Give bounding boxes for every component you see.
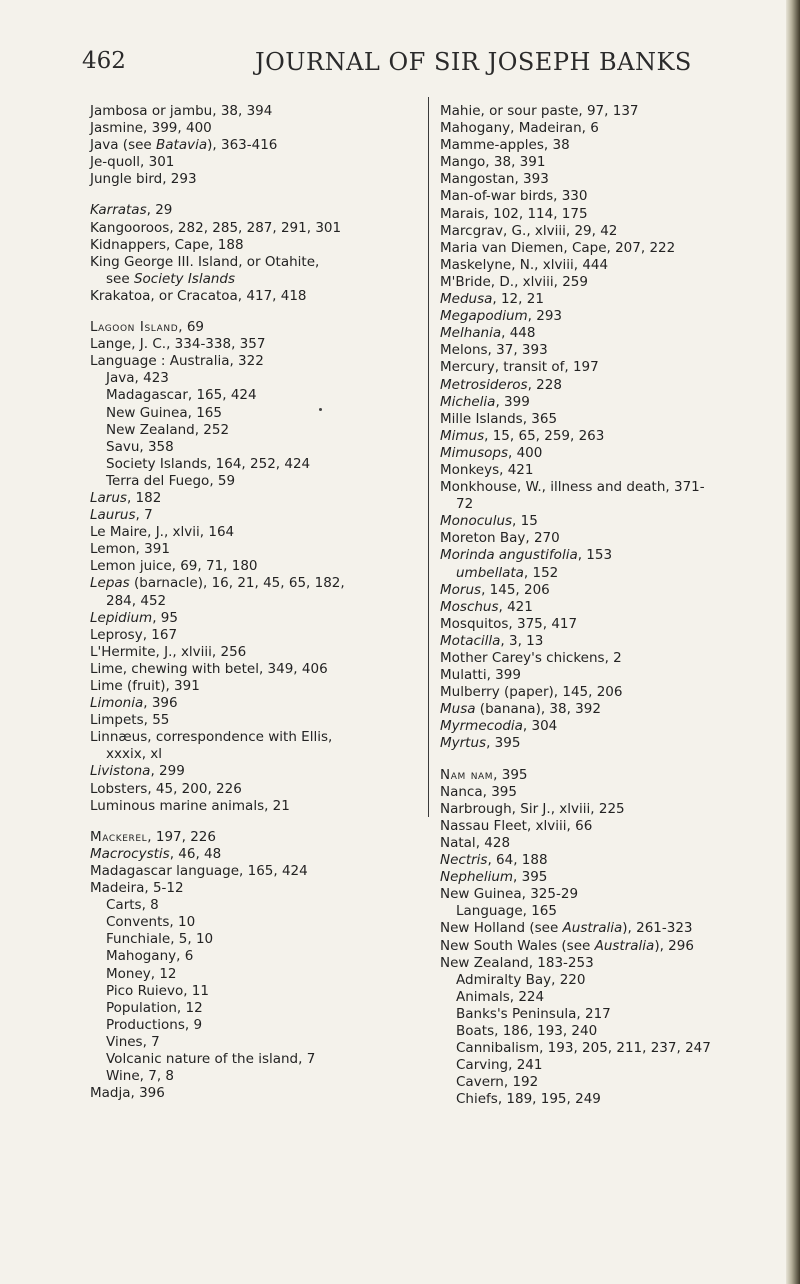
index-entry [440, 1074, 775, 1091]
index-entry [440, 257, 775, 274]
entry-italic: Monoculus [440, 513, 513, 530]
index-entry [90, 712, 420, 729]
entry-italic: Lepas [90, 575, 130, 592]
index-entry [440, 818, 775, 835]
entry-text: Mother Carey's chickens, 2 [440, 650, 622, 666]
entry-text: Mosquitos, 375, 417 [440, 615, 578, 632]
running-head [0, 46, 790, 86]
entry-smallcaps: Mackerel [90, 828, 148, 845]
index-entry [440, 869, 775, 886]
index-entry [90, 948, 420, 965]
index-entry [440, 920, 775, 937]
entry-italic: Medusa [440, 291, 493, 308]
entry-pre: Java (see [90, 137, 157, 154]
index-entry [440, 1040, 775, 1057]
index-entry [90, 171, 420, 188]
entry-post: (barnacle), 16, 21, 45, 65, 182, [129, 575, 345, 592]
index-entry [440, 903, 775, 920]
entry-italic: Nectris [440, 852, 488, 869]
index-entry [440, 565, 775, 582]
entry-text: New Guinea, 165 [106, 404, 222, 421]
index-entry [440, 547, 775, 564]
entry-italic: Macrocystis [90, 845, 170, 862]
index-entry [90, 1085, 420, 1102]
entry-post: (banana), 38, 392 [475, 701, 601, 718]
entry-text: Lemon juice, 69, 71, 180 [90, 558, 258, 575]
entry-text: Madja, 396 [90, 1085, 165, 1102]
entry-post: , 7 [135, 507, 153, 524]
entry-text: Convents, 10 [106, 914, 196, 931]
entry-text: Marcgrav, G., xlviii, 29, 42 [440, 222, 618, 239]
entry-post: , 299 [150, 763, 185, 780]
page-number: 462 [82, 48, 126, 74]
entry-post: , 69 [178, 319, 204, 336]
entry-post: , 153 [577, 547, 613, 564]
index-entry [440, 633, 775, 650]
entry-text: Volcanic nature of the island, 7 [106, 1050, 316, 1067]
entry-text: Je-quoll, 301 [90, 154, 175, 171]
index-entry [90, 202, 420, 219]
index-entry [440, 886, 775, 903]
entry-text: Savu, 358 [106, 438, 174, 455]
entry-text: Boats, 186, 193, 240 [456, 1022, 598, 1039]
entry-post: ), 261-323 [622, 920, 693, 937]
index-entry [90, 863, 420, 880]
entry-text: Lobsters, 45, 200, 226 [90, 780, 242, 797]
entry-text: Wine, 7, 8 [106, 1068, 175, 1085]
index-entry [90, 370, 420, 387]
entry-text: Lange, J. C., 334-338, 357 [90, 336, 266, 353]
index-entry [90, 966, 420, 983]
entry-italic: Motacilla [440, 632, 501, 649]
entry-text: xxxix, xl [106, 746, 163, 763]
index-entry [440, 206, 775, 223]
entry-text: Animals, 224 [456, 988, 545, 1005]
entry-text: Narbrough, Sir J., xlviii, 225 [440, 800, 625, 817]
entry-text: Carts, 8 [106, 897, 159, 914]
entry-smallcaps: Nam nam [440, 766, 494, 783]
index-entry [90, 763, 420, 780]
entry-text: Mahogany, Madeiran, 6 [440, 120, 599, 137]
entry-text: Lime (fruit), 391 [90, 678, 200, 694]
index-entry [440, 479, 775, 496]
index-entry [440, 784, 775, 801]
index-entry [90, 644, 420, 661]
entry-text: Mille Islands, 365 [440, 410, 558, 427]
entry-text: L'Hermite, J., xlviii, 256 [90, 643, 247, 660]
column-rule [428, 97, 429, 817]
entry-text: Luminous marine animals, 21 [90, 797, 290, 814]
index-entry [90, 271, 420, 288]
index-entry [440, 154, 775, 171]
entry-italic: Australia [562, 920, 623, 937]
entry-text: Jambosa or jambu, 38, 394 [90, 103, 273, 119]
index-entry [440, 359, 775, 376]
index-entry [90, 524, 420, 541]
entry-post: , 46, 48 [169, 845, 222, 862]
entry-post: ), 363-416 [207, 137, 278, 154]
entry-italic: Metrosideros [440, 376, 528, 393]
entry-italic: Larus [90, 489, 127, 506]
index-entry [90, 610, 420, 627]
index-entry [90, 1034, 420, 1051]
entry-post: , 15 [512, 513, 538, 530]
entry-text: Linnæus, correspondence with Ellis, [90, 729, 333, 746]
entry-italic: Michelia [440, 393, 496, 410]
index-entry [90, 456, 420, 473]
entry-text: Vines, 7 [106, 1033, 160, 1050]
index-entry [90, 1000, 420, 1017]
index-entry [90, 237, 420, 254]
index-entry [90, 558, 420, 575]
entry-text: Maria van Diemen, Cape, 207, 222 [440, 239, 676, 256]
entry-text: Monkeys, 421 [440, 461, 534, 478]
index-entry [440, 955, 775, 972]
entry-text: Mercury, transit of, 197 [440, 359, 599, 376]
index-entry [90, 137, 420, 154]
entry-text: Krakatoa, or Cracatoa, 417, 418 [90, 287, 307, 304]
entry-text: Language, 165 [456, 903, 557, 920]
entry-post: , 400 [508, 444, 543, 461]
entry-text: Chiefs, 189, 195, 249 [456, 1091, 601, 1108]
entry-text: Madagascar language, 165, 424 [90, 862, 308, 879]
index-entry [440, 496, 775, 513]
index-entry [440, 120, 775, 137]
index-column-left [90, 103, 420, 1102]
index-entry [440, 650, 775, 667]
entry-text: Madeira, 5-12 [90, 880, 184, 897]
entry-text: Money, 12 [106, 965, 177, 982]
entry-italic: Lepidium [90, 609, 153, 626]
entry-italic: Morus [440, 581, 482, 598]
entry-post: , 293 [527, 308, 563, 325]
index-entry [90, 439, 420, 456]
entry-italic: Myrmecodia [440, 718, 523, 735]
entry-text: Cavern, 192 [456, 1074, 539, 1091]
entry-italic: Morinda angustifolia [440, 547, 578, 564]
index-entry [90, 541, 420, 558]
index-entry [90, 781, 420, 798]
index-entry [440, 137, 775, 154]
entry-text: Jasmine, 399, 400 [90, 120, 212, 137]
index-entry [90, 473, 420, 490]
entry-text: New Zealand, 252 [106, 421, 230, 438]
entry-post: , 228 [527, 376, 562, 393]
entry-text: Limpets, 55 [90, 712, 170, 729]
entry-text: Society Islands, 164, 252, 424 [106, 455, 311, 472]
page-edge-shadow [786, 0, 800, 1284]
entry-text: Terra del Fuego, 59 [106, 472, 236, 489]
entry-post: , 145, 206 [481, 581, 550, 598]
entry-text: Moreton Bay, 270 [440, 530, 560, 547]
entry-italic: Limonia [90, 695, 144, 712]
index-column-right [440, 103, 775, 1108]
entry-italic: Melhania [440, 325, 502, 342]
index-entry [440, 428, 775, 445]
entry-post: , 421 [498, 598, 533, 615]
entry-post: , 395 [493, 766, 528, 783]
entry-post: , 12, 21 [492, 291, 544, 308]
entry-text: Le Maire, J., xlvii, 164 [90, 524, 235, 541]
index-entry [440, 835, 775, 852]
entry-italic: Society Islands [133, 270, 236, 287]
index-entry [90, 593, 420, 610]
index-entry [440, 308, 775, 325]
entry-text: Mulberry (paper), 145, 206 [440, 684, 623, 701]
index-entry [90, 695, 420, 712]
index-entry [90, 254, 420, 271]
entry-smallcaps: Lagoon Island [90, 319, 179, 336]
entry-post: , 95 [152, 609, 178, 626]
index-entry [440, 718, 775, 735]
index-entry [90, 880, 420, 897]
entry-italic: Myrtus [440, 735, 487, 752]
entry-text: Funchiale, 5, 10 [106, 931, 214, 948]
index-entry [90, 1068, 420, 1085]
entry-text: Madagascar, 165, 424 [106, 387, 257, 404]
index-entry [90, 983, 420, 1000]
entry-post: , 396 [143, 695, 178, 712]
entry-post: , 395 [513, 869, 548, 886]
index-entry [440, 274, 775, 291]
index-entry [440, 411, 775, 428]
entry-text: Mangostan, 393 [440, 171, 549, 188]
entry-text: New Guinea, 325-29 [440, 886, 579, 903]
index-entry [90, 336, 420, 353]
index-entry [90, 507, 420, 524]
entry-post: , 448 [501, 325, 536, 342]
index-entry [90, 746, 420, 763]
index-entry [90, 1051, 420, 1068]
entry-text: Lime, chewing with betel, 349, 406 [90, 660, 328, 677]
entry-text: Kidnappers, Cape, 188 [90, 236, 244, 253]
index-entry [90, 422, 420, 439]
entry-text: Population, 12 [106, 999, 203, 1016]
index-entry [440, 1091, 775, 1108]
entry-text: Man-of-war birds, 330 [440, 188, 588, 205]
index-entry [90, 678, 420, 695]
entry-text: M'Bride, D., xlviii, 259 [440, 273, 588, 290]
entry-text: Nassau Fleet, xlviii, 66 [440, 817, 593, 834]
index-entry [440, 377, 775, 394]
entry-italic: Karratas [90, 202, 147, 219]
entry-text: Natal, 428 [440, 834, 511, 851]
index-entry [90, 798, 420, 815]
index-entry [90, 288, 420, 305]
entry-post: , 395 [486, 735, 521, 752]
entry-italic: Moschus [440, 598, 499, 615]
index-entry [440, 1057, 775, 1074]
entry-italic: Nephelium [440, 869, 514, 886]
index-entry [440, 462, 775, 479]
entry-text: Mahogany, 6 [106, 948, 194, 965]
index-entry [440, 445, 775, 462]
index-entry [440, 767, 775, 784]
index-entry [440, 989, 775, 1006]
entry-pre: New South Wales (see [440, 937, 595, 954]
entry-post: , 29 [146, 202, 173, 219]
entry-text: Java, 423 [106, 370, 169, 387]
index-entry [90, 154, 420, 171]
entry-text: 72 [456, 496, 474, 513]
index-entry [90, 220, 420, 237]
entry-post: , 182 [126, 489, 162, 506]
entry-italic: Megapodium [440, 308, 528, 325]
index-entry [440, 735, 775, 752]
entry-post: , 304 [522, 718, 558, 735]
entry-text: Cannibalism, 193, 205, 211, 237, 247 [456, 1040, 711, 1057]
index-entry [440, 188, 775, 205]
entry-post: , 152 [523, 564, 559, 581]
entry-text: Monkhouse, W., illness and death, 371- [440, 479, 705, 496]
entry-text: Kangooroos, 282, 285, 287, 291, 301 [90, 219, 342, 236]
entry-text: King George III. Island, or Otahite, [90, 253, 320, 270]
index-entry [440, 599, 775, 616]
entry-italic: Livistona [90, 763, 151, 780]
index-entry [90, 353, 420, 370]
index-entry [440, 938, 775, 955]
index-entry [90, 627, 420, 644]
index-entry [90, 897, 420, 914]
index-entry [90, 387, 420, 404]
index-entry [440, 801, 775, 818]
index-entry [440, 1023, 775, 1040]
entry-post: , 15, 65, 259, 263 [484, 427, 605, 444]
entry-text: Admiralty Bay, 220 [456, 971, 586, 988]
entry-italic: umbellata [456, 564, 524, 581]
entry-italic: Australia [594, 937, 655, 954]
entry-post: , 3, 13 [500, 632, 544, 649]
entry-text: Jungle bird, 293 [90, 171, 197, 188]
index-entry [440, 1006, 775, 1023]
print-speck [319, 408, 322, 411]
entry-italic: Musa [440, 701, 476, 718]
index-entry [90, 1017, 420, 1034]
entry-text: Leprosy, 167 [90, 626, 178, 643]
index-entry [90, 120, 420, 137]
entry-text: Melons, 37, 393 [440, 342, 548, 359]
index-entry [440, 972, 775, 989]
entry-post: ), 296 [654, 937, 694, 954]
index-entry [440, 684, 775, 701]
index-entry [440, 342, 775, 359]
index-entry [90, 931, 420, 948]
entry-italic: Mimusops [440, 444, 509, 461]
entry-text: Mahie, or sour paste, 97, 137 [440, 103, 639, 119]
index-entry [440, 582, 775, 599]
entry-text: Language : Australia, 322 [90, 353, 264, 370]
index-entry [440, 616, 775, 633]
index-entry [440, 394, 775, 411]
entry-text: Banks's Peninsula, 217 [456, 1005, 611, 1022]
entry-text: Marais, 102, 114, 175 [440, 205, 588, 222]
index-entry [440, 530, 775, 547]
index-entry [90, 729, 420, 746]
entry-text: Maskelyne, N., xlviii, 444 [440, 256, 609, 273]
index-entry [440, 103, 775, 120]
index-entry [90, 319, 420, 336]
entry-text: Pico Ruievo, 11 [106, 982, 209, 999]
index-entry [440, 667, 775, 684]
entry-text: Carving, 241 [456, 1057, 543, 1074]
index-entry [440, 223, 775, 240]
index-entry [90, 575, 420, 592]
entry-pre: see [106, 270, 134, 287]
entry-text: Mulatti, 399 [440, 667, 521, 684]
index-entry [90, 829, 420, 846]
index-entry [440, 513, 775, 530]
running-title: JOURNAL OF SIR JOSEPH BANKS [255, 48, 692, 76]
entry-italic: Mimus [440, 427, 485, 444]
index-entry [440, 325, 775, 342]
index-entry [90, 661, 420, 678]
entry-text: Mango, 38, 391 [440, 154, 546, 171]
entry-italic: Batavia [156, 137, 208, 154]
entry-post: , 399 [495, 393, 530, 410]
index-entry [90, 914, 420, 931]
entry-text: New Zealand, 183-253 [440, 954, 594, 971]
index-entry [90, 103, 420, 120]
entry-text: Lemon, 391 [90, 541, 170, 558]
entry-post: , 64, 188 [487, 852, 548, 869]
index-entry [90, 405, 420, 422]
index-entry [440, 171, 775, 188]
entry-italic: Laurus [90, 507, 136, 524]
entry-text: Mamme-apples, 38 [440, 137, 570, 154]
index-entry [440, 852, 775, 869]
entry-text: 284, 452 [106, 592, 167, 609]
index-entry [440, 291, 775, 308]
index-entry [440, 701, 775, 718]
entry-pre: New Holland (see [440, 920, 563, 937]
index-entry [90, 846, 420, 863]
entry-text: Nanca, 395 [440, 783, 517, 800]
entry-text: Productions, 9 [106, 1016, 203, 1033]
entry-post: , 197, 226 [147, 828, 216, 845]
index-entry [440, 240, 775, 257]
index-entry [90, 490, 420, 507]
